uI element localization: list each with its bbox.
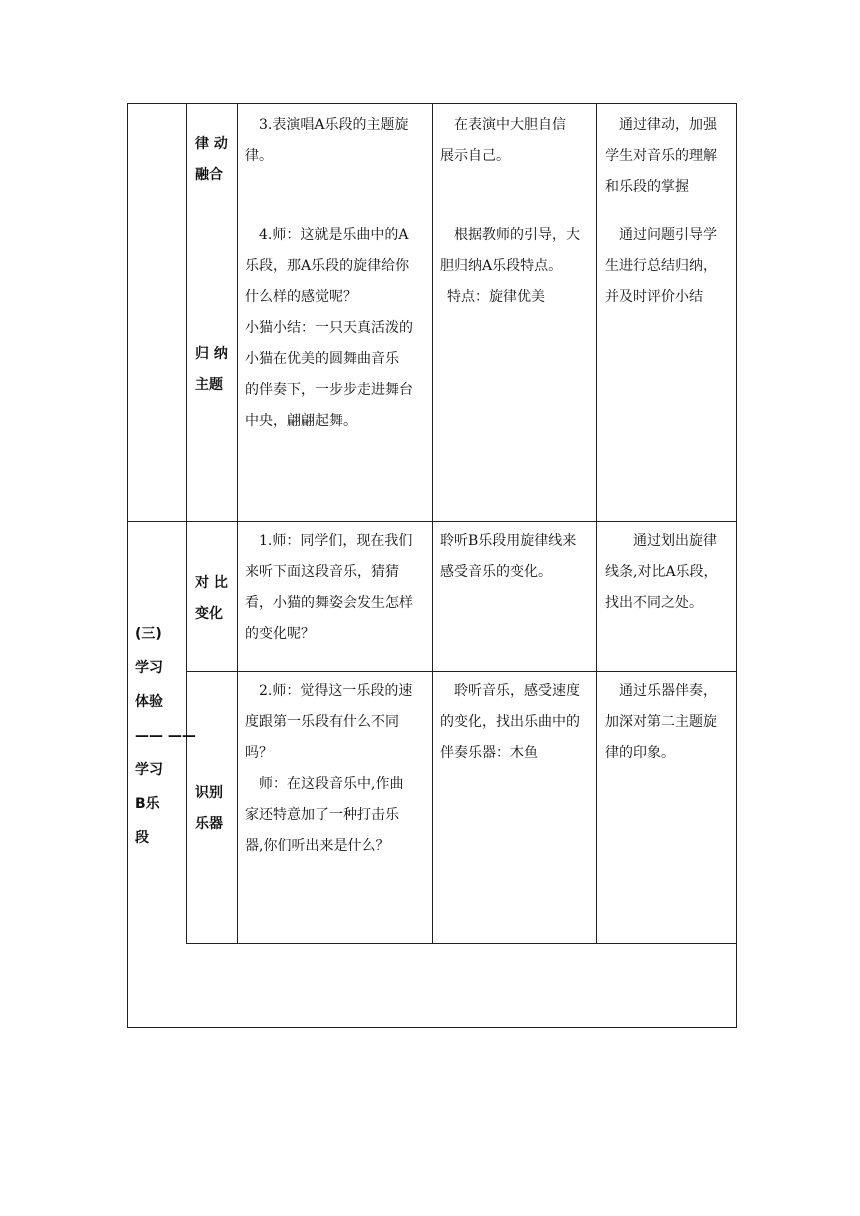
teacher-activity-cell: 2.师：觉得这一乐段的速 度跟第一乐段有什么不同 吗？ 师：在这段音乐中,作曲 家还特意加了一种打击乐 器,你们听出来是什么？ — [245, 683, 413, 854]
design-intent-cell: 通过问题引导学 生进行总结归纳， 并及时评价小结 — [605, 227, 717, 305]
design-intent-cell: 通过划出旋律 线条,对比A乐段， 找出不同之处。 — [605, 533, 718, 611]
section-label: (三) 学习 体验 —— —— 学习 B乐 段 — [135, 626, 196, 846]
student-activity-cell: 在表演中大胆自信 展示自己。 — [440, 117, 566, 164]
sub-label-summarize-theme: 归 纳 主题 — [195, 346, 228, 393]
column-divider — [596, 103, 597, 944]
student-activity-cell: 聆听音乐，感受速度 的变化，找出乐曲中的 伴奏乐器：木鱼 — [440, 683, 580, 761]
student-activity-cell: 聆听B乐段用旋律线来 感受音乐的变化。 — [440, 533, 577, 580]
column-divider — [432, 103, 433, 944]
design-intent-cell: 通过乐器伴奏， 加深对第二主题旋 律的印象。 — [605, 683, 717, 761]
design-intent-cell: 通过律动，加强 学生对音乐的理解 和乐段的掌握 — [605, 117, 717, 195]
table-bottom-border — [127, 1027, 737, 1028]
sub-label-contrast-change: 对 比 变化 — [195, 575, 228, 622]
table-left-border — [127, 103, 128, 1028]
sub-label-rhythm-fusion: 律 动 融合 — [195, 136, 228, 183]
teacher-activity-cell: 3.表演唱A乐段的主题旋 律。 — [245, 117, 409, 164]
teacher-activity-cell: 1.师：同学们，现在我们 来听下面这段音乐，猜猜 看，小猫的舞姿会发生怎样 的变化呢？ — [245, 533, 413, 642]
row-divider — [186, 943, 737, 944]
teacher-activity-cell: 4.师：这就是乐曲中的A 乐段，那A乐段的旋律给你 什么样的感觉呢？ 小猫小结：一只天真活泼的 小猫在优美的圆舞曲音乐 的伴奏下，一步步走进舞台 中央，翩翩起舞。 — [245, 227, 413, 429]
table-right-border — [736, 103, 737, 1028]
column-divider — [237, 103, 238, 944]
student-activity-cell: 根据教师的引导，大 胆归纳A乐段特点。 特点：旋律优美 — [440, 227, 580, 305]
sub-label-identify-instrument: 识别 乐器 — [195, 785, 223, 832]
row-divider — [186, 671, 737, 672]
